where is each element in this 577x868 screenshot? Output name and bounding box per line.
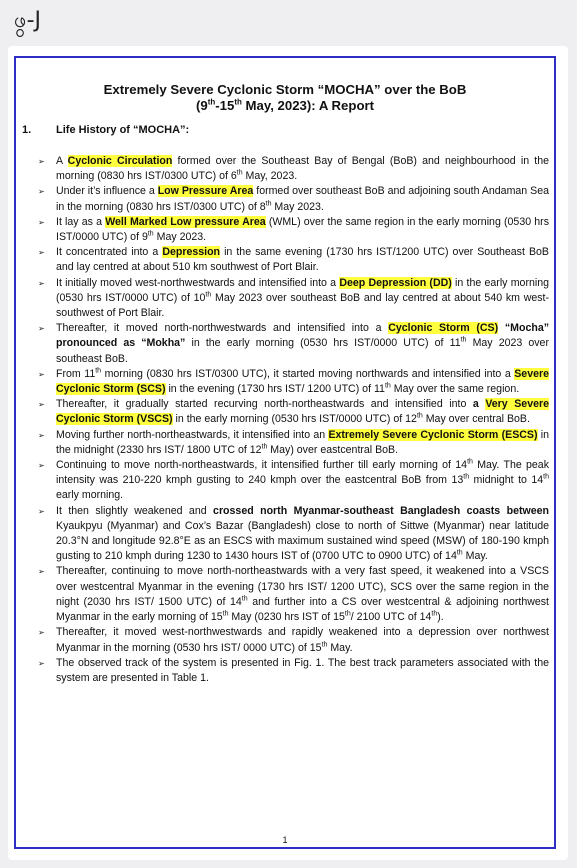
text-run: formed over southeast BoB and adjoining south Andaman Sea in the morning (0830 hrs IST/0300 UTC) of 8 [56, 185, 549, 213]
text-run: th [384, 382, 391, 390]
text-run: It lay as a [56, 215, 106, 228]
text-run: From 11 [56, 367, 96, 380]
list-item [38, 625, 549, 655]
bullet-arrow-icon: ➢ [38, 324, 45, 334]
title-line-1: Extremely Severe Cyclonic Storm “MOCHA” over the BoB [103, 82, 467, 97]
text-run: Kyaukpyu (Myanmar) and Cox’s Bazar (Bangladesh) close to north of Sittwe (Myanmar) near latitude 20.3°N and longitude 92.8°E as an ESCS with maximum sustained wind speed (MSW) of 180-190 kmph gusting to 210 kmph during 1230 to 1430 hours IST of (0700 UTC to 0900 UTC) of 14 [56, 519, 549, 563]
list-item [38, 458, 549, 504]
text-run: early morning. [56, 489, 124, 502]
list-item [38, 504, 549, 565]
text-run: May 2023. [271, 200, 324, 213]
document-card [8, 46, 568, 860]
text-run: th [431, 610, 438, 618]
bullet-arrow-icon: ➢ [38, 461, 45, 471]
text-run: th [467, 458, 473, 466]
text-run: th [205, 291, 212, 299]
bullet-arrow-icon: ➢ [38, 187, 45, 197]
text-run: th [147, 230, 154, 238]
text-run: ). [437, 611, 444, 624]
text-run: th [456, 549, 463, 557]
text-run: It concentrated into a [56, 246, 163, 259]
text-run: th [241, 595, 248, 603]
bullet-arrow-icon: ➢ [38, 506, 45, 516]
text-run: th [460, 336, 467, 344]
text-run: in the same evening (1730 hrs IST/1200 UTC) over Southeast BoB and lay centred at about 510 km southwest of Port Blair. [56, 246, 549, 274]
highlighted-term: Cyclonic Storm (CS) [388, 322, 499, 335]
text-run: and further into a CS over westcentral & adjoining northwest Myanmar in the early morning of 15 [56, 595, 549, 624]
highlighted-term: Extremely Severe Cyclonic Storm (ESCS) [328, 428, 538, 441]
text-run: th [321, 640, 328, 648]
text-run: May 2023 over southeast BoB. [56, 337, 549, 365]
text-run: May 2023. [153, 231, 207, 244]
list-item [38, 428, 550, 458]
text-run: in the early morning (0530 hrs IST/0000 UTC) of 11 [185, 337, 461, 350]
text-run: The observed track of the system is presented in Fig. 1. The best track parameters associated with the system are presented in Table 1. [56, 656, 549, 684]
text-run: morning (0830 hrs IST/0300 UTC), it started moving northwards and intensified into a [101, 367, 515, 380]
bullet-arrow-icon: ➢ [38, 567, 45, 577]
text-run: It then slightly weakened and [56, 504, 214, 517]
text-run: in the midnight (2330 hrs IST/ 1800 UTC of 12 [56, 428, 550, 456]
text-run: midnight to 14 [469, 474, 544, 487]
text-run: th [95, 367, 102, 375]
bullet-arrow-icon: ➢ [38, 278, 45, 288]
bullet-arrow-icon: ➢ [38, 430, 45, 440]
text-run: Under it’s influence a [56, 185, 158, 198]
text-run: May. [462, 550, 488, 563]
text-run: Continuing to move north-northeastwards, it intensified further till early morning of 14 [56, 459, 468, 472]
text-run: May over the same region. [390, 383, 520, 396]
bullet-arrow-icon: ➢ [38, 658, 45, 668]
bullet-arrow-icon: ➢ [38, 217, 45, 227]
text-run: May. [327, 641, 353, 654]
list-item [38, 276, 550, 322]
top-label: ဖွ-J [14, 8, 41, 33]
list-item [38, 564, 549, 625]
text-run: Thereafter, it gradually started recurving north-northeastwards and intensified into [56, 398, 473, 411]
section-number: 1. [22, 124, 32, 136]
text-run: A [56, 155, 68, 167]
highlighted-term: Well Marked Low pressure Area [105, 215, 266, 228]
text-run: May over central BoB. [422, 413, 530, 426]
list-item [38, 184, 549, 214]
text-run: Thereafter, it moved west-northwestwards and rapidly weakened into a depression over northwest Myanmar in the morning (0530 hrs IST/ 0000 UTC) of 15 [56, 626, 549, 654]
section-heading [22, 124, 189, 136]
bullet-arrow-icon: ➢ [38, 248, 45, 258]
text-run: th [261, 443, 268, 451]
list-item [38, 321, 550, 367]
list-item [38, 215, 549, 245]
text-run: crossed north Myanmar-southeast Bangladesh coasts between [213, 504, 549, 517]
title-line-2: (9th-15th May, 2023): A Report [195, 97, 375, 113]
report-title [16, 82, 554, 114]
highlighted-term: Depression [162, 246, 221, 259]
highlighted-term: Very Severe Cyclonic Storm (VSCS) [56, 398, 549, 426]
text-run: th [463, 473, 470, 481]
page-frame [14, 56, 556, 849]
text-run: Thereafter, it moved north-northwestwards and intensified into a [56, 322, 389, 335]
highlighted-term: Low Pressure Area [157, 185, 254, 198]
list-item [38, 656, 549, 686]
text-run: May 2023 over southeast BoB and lay centred at about 540 km west-southwest of Port Blair. [56, 291, 550, 320]
text-run: in the evening (1730 hrs IST/ 1200 UTC) of 11 [165, 383, 385, 396]
text-run: th [222, 610, 229, 618]
highlighted-term: Deep Depression (DD) [339, 276, 452, 289]
text-run: May) over eastcentral BoB. [267, 443, 399, 456]
text-run: May. The peak intensity was 210-220 kmph gusting to 240 kmph over the eastcentral BoB from 13 [56, 459, 549, 487]
text-run [498, 322, 505, 334]
text-run: in the early morning (0530 hrs IST/0000 UTC) of 12 [172, 413, 417, 426]
bullet-arrow-icon: ➢ [38, 628, 45, 638]
text-run: a [472, 398, 486, 411]
text-run: th [416, 412, 423, 420]
text-run: “Mocha” pronounced as “Mokha” [56, 322, 550, 350]
text-run: May (0230 hrs IST of 15 [228, 611, 345, 624]
text-run: May, 2023. [242, 170, 298, 183]
page-number: 1 [282, 835, 288, 845]
text-run: in the early morning (0530 hrs IST/0000 UTC) of 10 [56, 276, 550, 304]
life-history-list [38, 154, 550, 686]
highlighted-term: Severe Cyclonic Storm (SCS) [56, 367, 549, 396]
text-run: (WML) over the same region in the early morning (0530 hrs IST/0000 UTC) of 9 [56, 215, 549, 244]
list-item [38, 397, 549, 427]
text-run: th [236, 169, 243, 177]
text-run: th [344, 610, 351, 618]
text-run: formed over the Southeast Bay of Bengal (BoB) and neighbourhood in the morning (0830 hrs IST/0300 UTC) of 6 [56, 155, 549, 183]
bullet-arrow-icon: ➢ [38, 400, 45, 410]
list-item [38, 245, 549, 275]
text-run: / 2100 UTC of 14 [350, 611, 432, 624]
text-run: th [543, 473, 549, 481]
bullet-arrow-icon: ➢ [38, 157, 45, 166]
text-run: Moving further north-northeastwards, it intensified into an [56, 428, 329, 441]
section-title: Life History of “MOCHA”: [56, 124, 190, 136]
bullet-arrow-icon: ➢ [38, 369, 45, 379]
list-item [38, 154, 549, 184]
text-run: It initially moved west-northwestwards and intensified into a [56, 276, 340, 289]
highlighted-term: Cyclonic Circulation [67, 155, 173, 167]
text-run: Thereafter, continuing to move north-northeastwards with a very fast speed, it weakened into a VSCS over westcentral Myanmar in the evening (1730 hrs IST/ 1200 UTC), SCS over the same region in the night (2030 hrs IST/ 1500 UTC) of 14 [56, 565, 549, 608]
text-run: th [265, 200, 272, 208]
list-item [38, 367, 549, 397]
